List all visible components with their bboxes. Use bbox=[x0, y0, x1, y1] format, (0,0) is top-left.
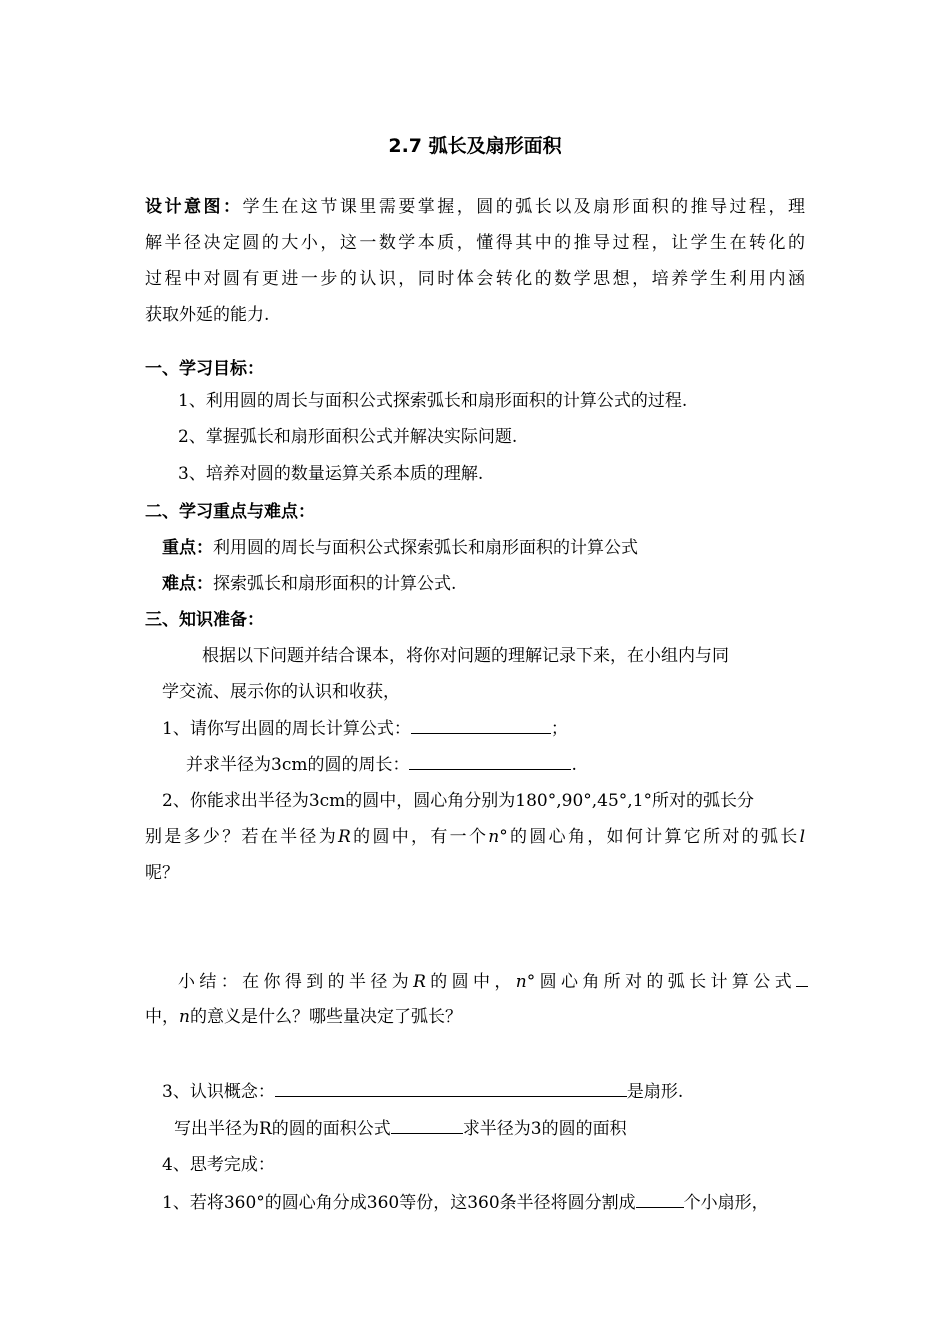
question-3a-end: 是扇形. bbox=[626, 1082, 684, 1102]
summary-var-n: n bbox=[515, 972, 527, 992]
var-R: R bbox=[338, 827, 351, 847]
answer-blank-arc-formula[interactable] bbox=[796, 970, 808, 987]
question-3a-text: 3、认识概念： bbox=[162, 1082, 275, 1102]
question-3b-text: 写出半径为R的圆的面积公式 bbox=[174, 1119, 391, 1139]
goal-item-1: 1、利用圆的周长与面积公式探索弧长和扇形面积的计算公式的过程. bbox=[178, 391, 688, 411]
question-3a bbox=[162, 1080, 683, 1103]
question-1a-text: 1、请你写出圆的周长计算公式： bbox=[162, 719, 411, 739]
question-2-line-2 bbox=[145, 826, 805, 848]
question-4-1-text-a: 1、若将360°的圆心角分成360等份，这360条半径将圆分割成 bbox=[162, 1193, 636, 1213]
section1-heading: 一、学习目标： bbox=[145, 359, 264, 379]
summary-line-2 bbox=[145, 1006, 462, 1028]
summary-text-b: 的圆中， bbox=[425, 972, 516, 992]
var-n: n bbox=[488, 827, 500, 847]
var-l: l bbox=[799, 827, 806, 847]
key-point bbox=[162, 537, 638, 559]
answer-blank-circumference-formula[interactable] bbox=[411, 717, 551, 734]
design-intent-line-4: 获取外延的能力. bbox=[145, 305, 270, 325]
question-3b-end: 求半径为3的圆的面积 bbox=[462, 1119, 627, 1139]
goal-item-3: 3、培养对圆的数量运算关系本质的理解. bbox=[178, 464, 484, 484]
question-3b bbox=[174, 1117, 627, 1140]
question-1b bbox=[186, 753, 577, 776]
answer-blank-sector-definition[interactable] bbox=[275, 1080, 627, 1097]
answer-blank-circumference[interactable] bbox=[409, 753, 571, 770]
answer-blank-area-formula[interactable] bbox=[391, 1117, 463, 1134]
question-2-text-a: 别是多少？若在半径为 bbox=[145, 827, 339, 847]
question-1b-end: . bbox=[571, 755, 577, 775]
page-title: 2.7 弧长及扇形面积 bbox=[388, 135, 562, 157]
answer-blank-sector-count[interactable] bbox=[636, 1191, 684, 1208]
summary-text-c: °圆心角所对的弧长计算公式 bbox=[526, 972, 797, 992]
question-2-text-b: 的圆中，有一个 bbox=[350, 827, 489, 847]
summary-var-R: R bbox=[413, 972, 426, 992]
goal-item-2: 2、掌握弧长和扇形面积公式并解决实际问题. bbox=[178, 427, 518, 447]
key-point-label: 重点： bbox=[162, 538, 213, 558]
question-1a-end: ； bbox=[550, 719, 568, 739]
key-point-text: 利用圆的周长与面积公式探索弧长和扇形面积的计算公式 bbox=[213, 538, 638, 558]
question-4-1-text-b: 个小扇形， bbox=[683, 1193, 769, 1213]
summary-text-a: 小结：在你得到的半径为 bbox=[178, 972, 414, 992]
section2-heading: 二、学习重点与难点： bbox=[145, 502, 315, 522]
question-2-line-1: 2、你能求出半径为3cm的圆中，圆心角分别为180°,90°,45°,1°所对的弧长分 bbox=[162, 791, 755, 811]
design-intent-line-1 bbox=[145, 196, 805, 218]
section3-intro-2: 学交流、展示你的认识和收获， bbox=[162, 682, 400, 702]
design-intent-text-1: 学生在这节课里需要掌握，圆的弧长以及扇形面积的推导过程，理 bbox=[242, 197, 806, 217]
section3-intro-1: 根据以下问题并结合课本，将你对问题的理解记录下来，在小组内与同 bbox=[202, 646, 729, 666]
difficult-point-text: 探索弧长和扇形面积的计算公式. bbox=[213, 574, 457, 594]
difficult-point bbox=[162, 573, 456, 595]
summary2-text-a: 中， bbox=[145, 1007, 179, 1027]
question-4-1 bbox=[162, 1191, 769, 1214]
question-2-text-c: °的圆心角，如何计算它所对的弧长 bbox=[499, 827, 800, 847]
question-4: 4、思考完成： bbox=[162, 1155, 275, 1175]
summary2-text-b: 的意义是什么？哪些量决定了弧长？ bbox=[189, 1007, 462, 1027]
design-intent-label: 设计意图： bbox=[145, 197, 243, 217]
section3-heading: 三、知识准备： bbox=[145, 610, 264, 630]
question-1b-text: 并求半径为3cm的圆的周长： bbox=[186, 755, 410, 775]
design-intent-line-2: 解半径决定圆的大小，这一数学本质，懂得其中的推导过程，让学生在转化的 bbox=[145, 233, 805, 253]
summary-line-1 bbox=[178, 970, 808, 993]
difficult-point-label: 难点： bbox=[162, 574, 213, 594]
question-1a bbox=[162, 717, 568, 740]
summary2-var-n: n bbox=[179, 1007, 190, 1027]
question-2-line-3: 呢？ bbox=[145, 863, 179, 883]
design-intent-line-3: 过程中对圆有更进一步的认识，同时体会转化的数学思想，培养学生利用内涵 bbox=[145, 269, 805, 289]
